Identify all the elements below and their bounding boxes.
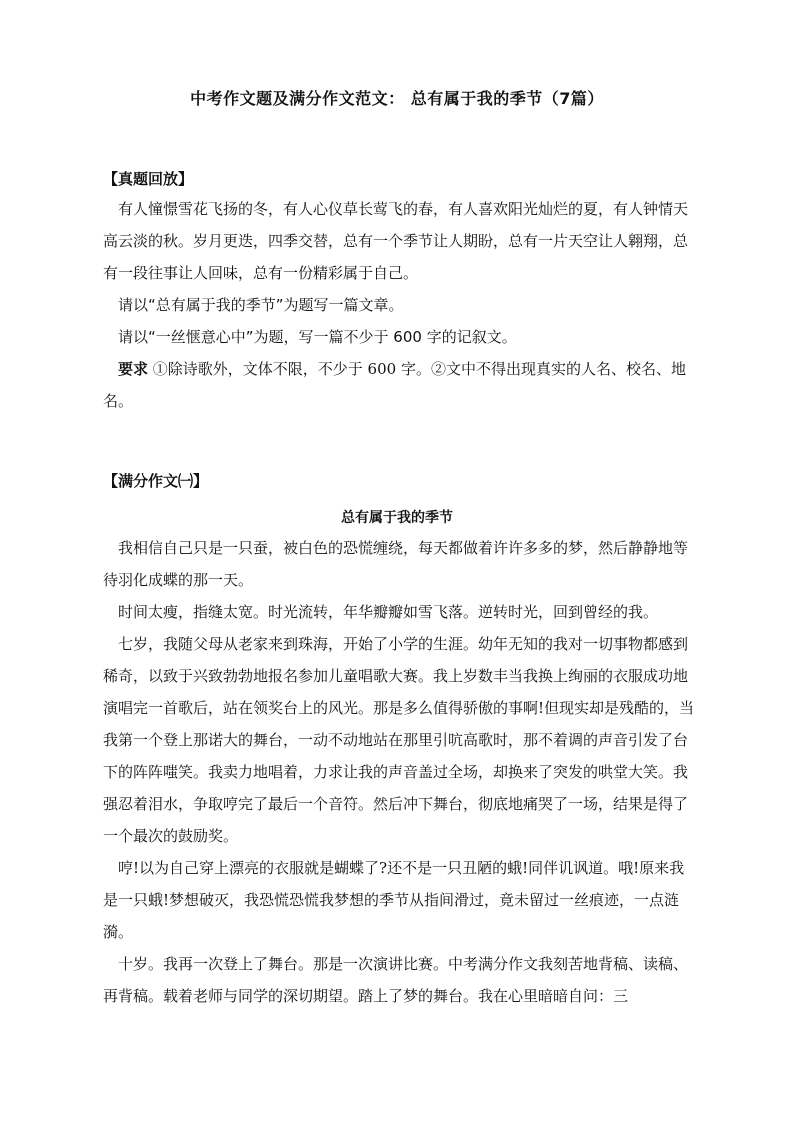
- essay-paragraph: 十岁。我再一次登上了舞台。那是一次演讲比赛。中考满分作文我刻苦地背稿、读稿、再背稿。载着老师与同学的深切期望。踏上了梦的舞台。我在心里暗暗自问：三: [103, 955, 689, 1005]
- essay-paragraph: 七岁，我随父母从老家来到珠海，开始了小学的生涯。幼年无知的我对一切事物都感到稀奇，以致于兴致勃勃地报名参加儿童唱歌大赛。我上岁数丰当我换上绚丽的衣服成功地演唱完一首歌后，站在领奖台上的风光。那是多么值得骄傲的事啊!但现实却是残酷的，当我第一个登上那诺大的舞台，一动不动地站在那里引吭高歌时，那不着调的声音引发了台下的阵阵嗤笑。我卖力地唱着，力求让我的声音盖过全场，却换来了突发的哄堂大笑。我强忍着泪水，争取哼完了最后一个音符。然后冲下舞台，彻底地痛哭了一场，结果是得了一个最次的鼓励奖。: [103, 635, 695, 845]
- essay-paragraph: 哼!以为自己穿上漂亮的衣服就是蝴蝶了?还不是一只丑陋的蛾!同伴讥讽道。哦!原来我是一只蛾!梦想破灭，我恐慌恐慌我梦想的季节从指间滑过，竟未留过一丝痕迹，一点涟漪。: [103, 859, 685, 941]
- prompt-section-heading: 【真题回放】: [103, 170, 194, 188]
- essay-paragraph: 时间太瘦，指缝太宽。时光流转，年华瓣瓣如雪飞落。逆转时光，回到曾经的我。: [118, 603, 659, 621]
- prompt-requirements: [103, 353, 695, 417]
- requirements-text: ①除诗歌外，文体不限，不少于 600 字。②文中不得出现真实的人名、校名、地名。: [103, 360, 686, 410]
- prompt-paragraph-3: 请以“一丝惬意心中”为题，写一篇不少于 600 字的记叙文。: [118, 328, 517, 346]
- prompt-paragraph-2: 请以“总有属于我的季节”为题写一篇文章。: [118, 296, 404, 314]
- prompt-section-body: [103, 193, 695, 417]
- essay-section-heading: 【满分作文㈠】: [103, 472, 209, 490]
- requirements-label: 要求: [118, 360, 149, 378]
- prompt-paragraph-1: 有人憧憬雪花飞扬的冬，有人心仪草长莺飞的春，有人喜欢阳光灿烂的夏，有人钟情天高云淡的秋。岁月更迭，四季交替，总有一个季节让人期盼，总有一片天空让人翱翔，总有一段往事让人回味，总有一份精彩属于自己。: [103, 200, 689, 282]
- document-title: 中考作文题及满分作文范文： 总有属于我的季节（7篇）: [190, 89, 604, 108]
- essay-title: 总有属于我的季节: [341, 510, 453, 526]
- essay-paragraph: 我相信自己只是一只蚕，被白色的恐慌缠绕，每天都做着许许多多的梦，然后静静地等待羽化成蝶的那一天。: [103, 539, 689, 589]
- essay-body: [103, 532, 695, 1012]
